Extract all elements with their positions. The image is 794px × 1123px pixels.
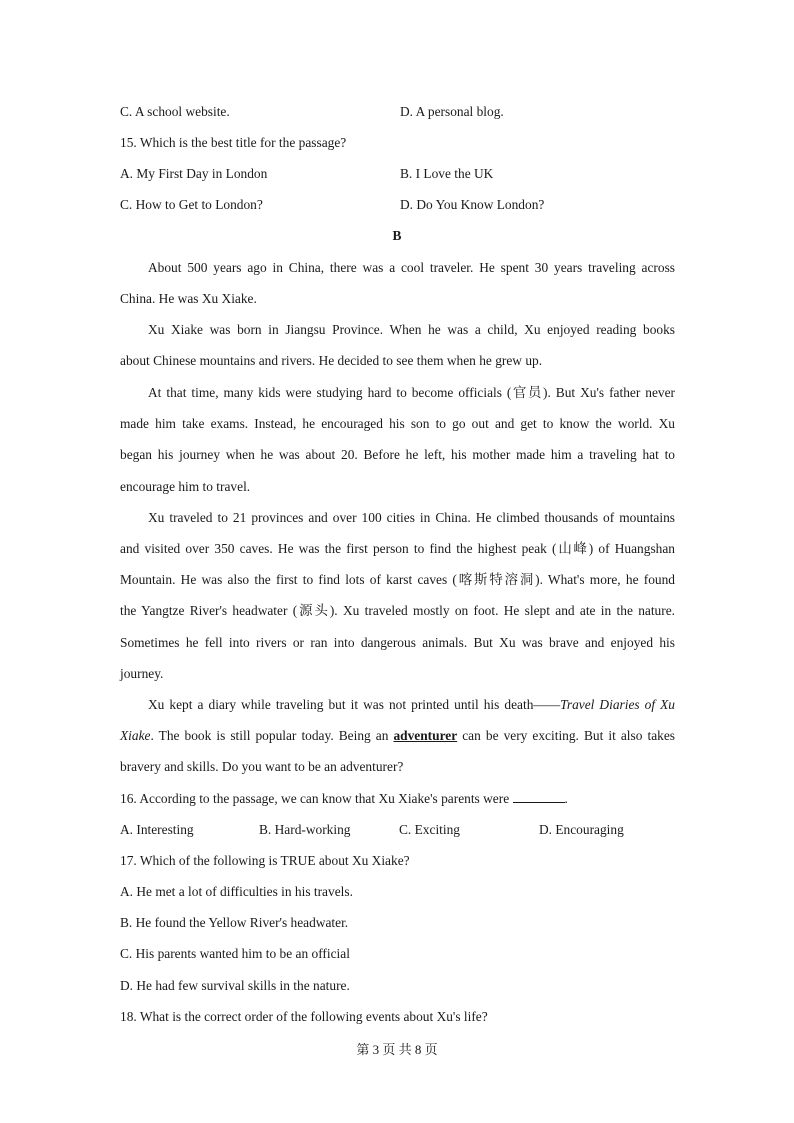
answer-blank[interactable] [513,789,565,803]
q15-option-b[interactable]: B. I Love the UK [400,166,494,181]
q16-period: . [564,791,568,806]
q17-option-d[interactable]: D. He had few survival skills in the nature. [120,978,350,993]
page-footer: 第 3 页 共 8 页 [356,1042,438,1057]
q16-question: 16. According to the passage, we can know that Xu Xiake's parents were [120,791,510,806]
q18-question: 18. What is the correct order of the following events about Xu's life? [120,1009,488,1024]
q17-option-b[interactable]: B. He found the Yellow River's headwater. [120,915,349,930]
passage-line: began his journey when he was about 20. Before he left, his mother made him a traveling hat to [120,447,675,462]
passage-text: Xu kept a diary while traveling but it was not printed until his death—— [148,697,561,712]
passage-line: the Yangtze River's headwater (源头). Xu traveled mostly on foot. He slept and ate in the nature. [120,603,675,618]
q16-option-b[interactable]: B. Hard-working [259,822,351,837]
passage-line: Xu Xiake was born in Jiangsu Province. When he was a child, Xu enjoyed reading books [148,322,675,337]
q15-question: 15. Which is the best title for the passage? [120,135,347,150]
passage-line: At that time, many kids were studying hard to become officials (官员). But Xu's father never [148,385,675,400]
passage-line: and visited over 350 caves. He was the first person to find the highest peak (山峰) of Huangshan [120,541,675,556]
q16-option-d[interactable]: D. Encouraging [539,822,624,837]
passage-line: Mountain. He was also the first to find lots of karst caves (喀斯特溶洞). What's more, he found [120,572,675,587]
section-heading-b: B [392,228,402,243]
q17-question: 17. Which of the following is TRUE about Xu Xiake? [120,853,410,868]
q14-option-c[interactable]: C. A school website. [120,104,230,119]
passage-line: Sometimes he fell into rivers or ran into dangerous animals. But Xu was brave and enjoyed his [120,635,675,650]
passage-line: made him take exams. Instead, he encouraged his son to go out and get to know the world. Xu [120,416,675,431]
passage-line: Xu traveled to 21 provinces and over 100 cities in China. He climbed thousands of mountains [148,510,675,525]
q15-option-a[interactable]: A. My First Day in London [120,166,268,181]
passage-line: about Chinese mountains and rivers. He decided to see them when he grew up. [120,353,543,368]
q16-option-a[interactable]: A. Interesting [120,822,194,837]
q17-option-c[interactable]: C. His parents wanted him to be an official [120,946,350,961]
q16-option-c[interactable]: C. Exciting [399,822,460,837]
passage-line-diary [148,695,675,715]
q17-option-a[interactable]: A. He met a lot of difficulties in his travels. [120,884,353,899]
q14-option-d[interactable]: D. A personal blog. [400,104,504,119]
q15-option-c[interactable]: C. How to Get to London? [120,197,263,212]
passage-line: About 500 years ago in China, there was a cool traveler. He spent 30 years traveling across [148,260,675,275]
q16-question-line [120,789,675,809]
q15-option-d[interactable]: D. Do You Know London? [400,197,545,212]
passage-line: journey. [120,666,164,681]
passage-text: . The book is still popular today. Being an [150,728,394,743]
passage-line-adventurer [120,726,675,746]
keyword-adventurer: adventurer [393,728,458,743]
passage-line: encourage him to travel. [120,479,251,494]
book-title-part1: Travel Diaries of Xu [560,697,675,712]
passage-text: can be very exciting. But it also takes [457,728,675,743]
passage-line: bravery and skills. Do you want to be an adventurer? [120,759,404,774]
passage-line: China. He was Xu Xiake. [120,291,257,306]
book-title-part2: Xiake [120,728,151,743]
